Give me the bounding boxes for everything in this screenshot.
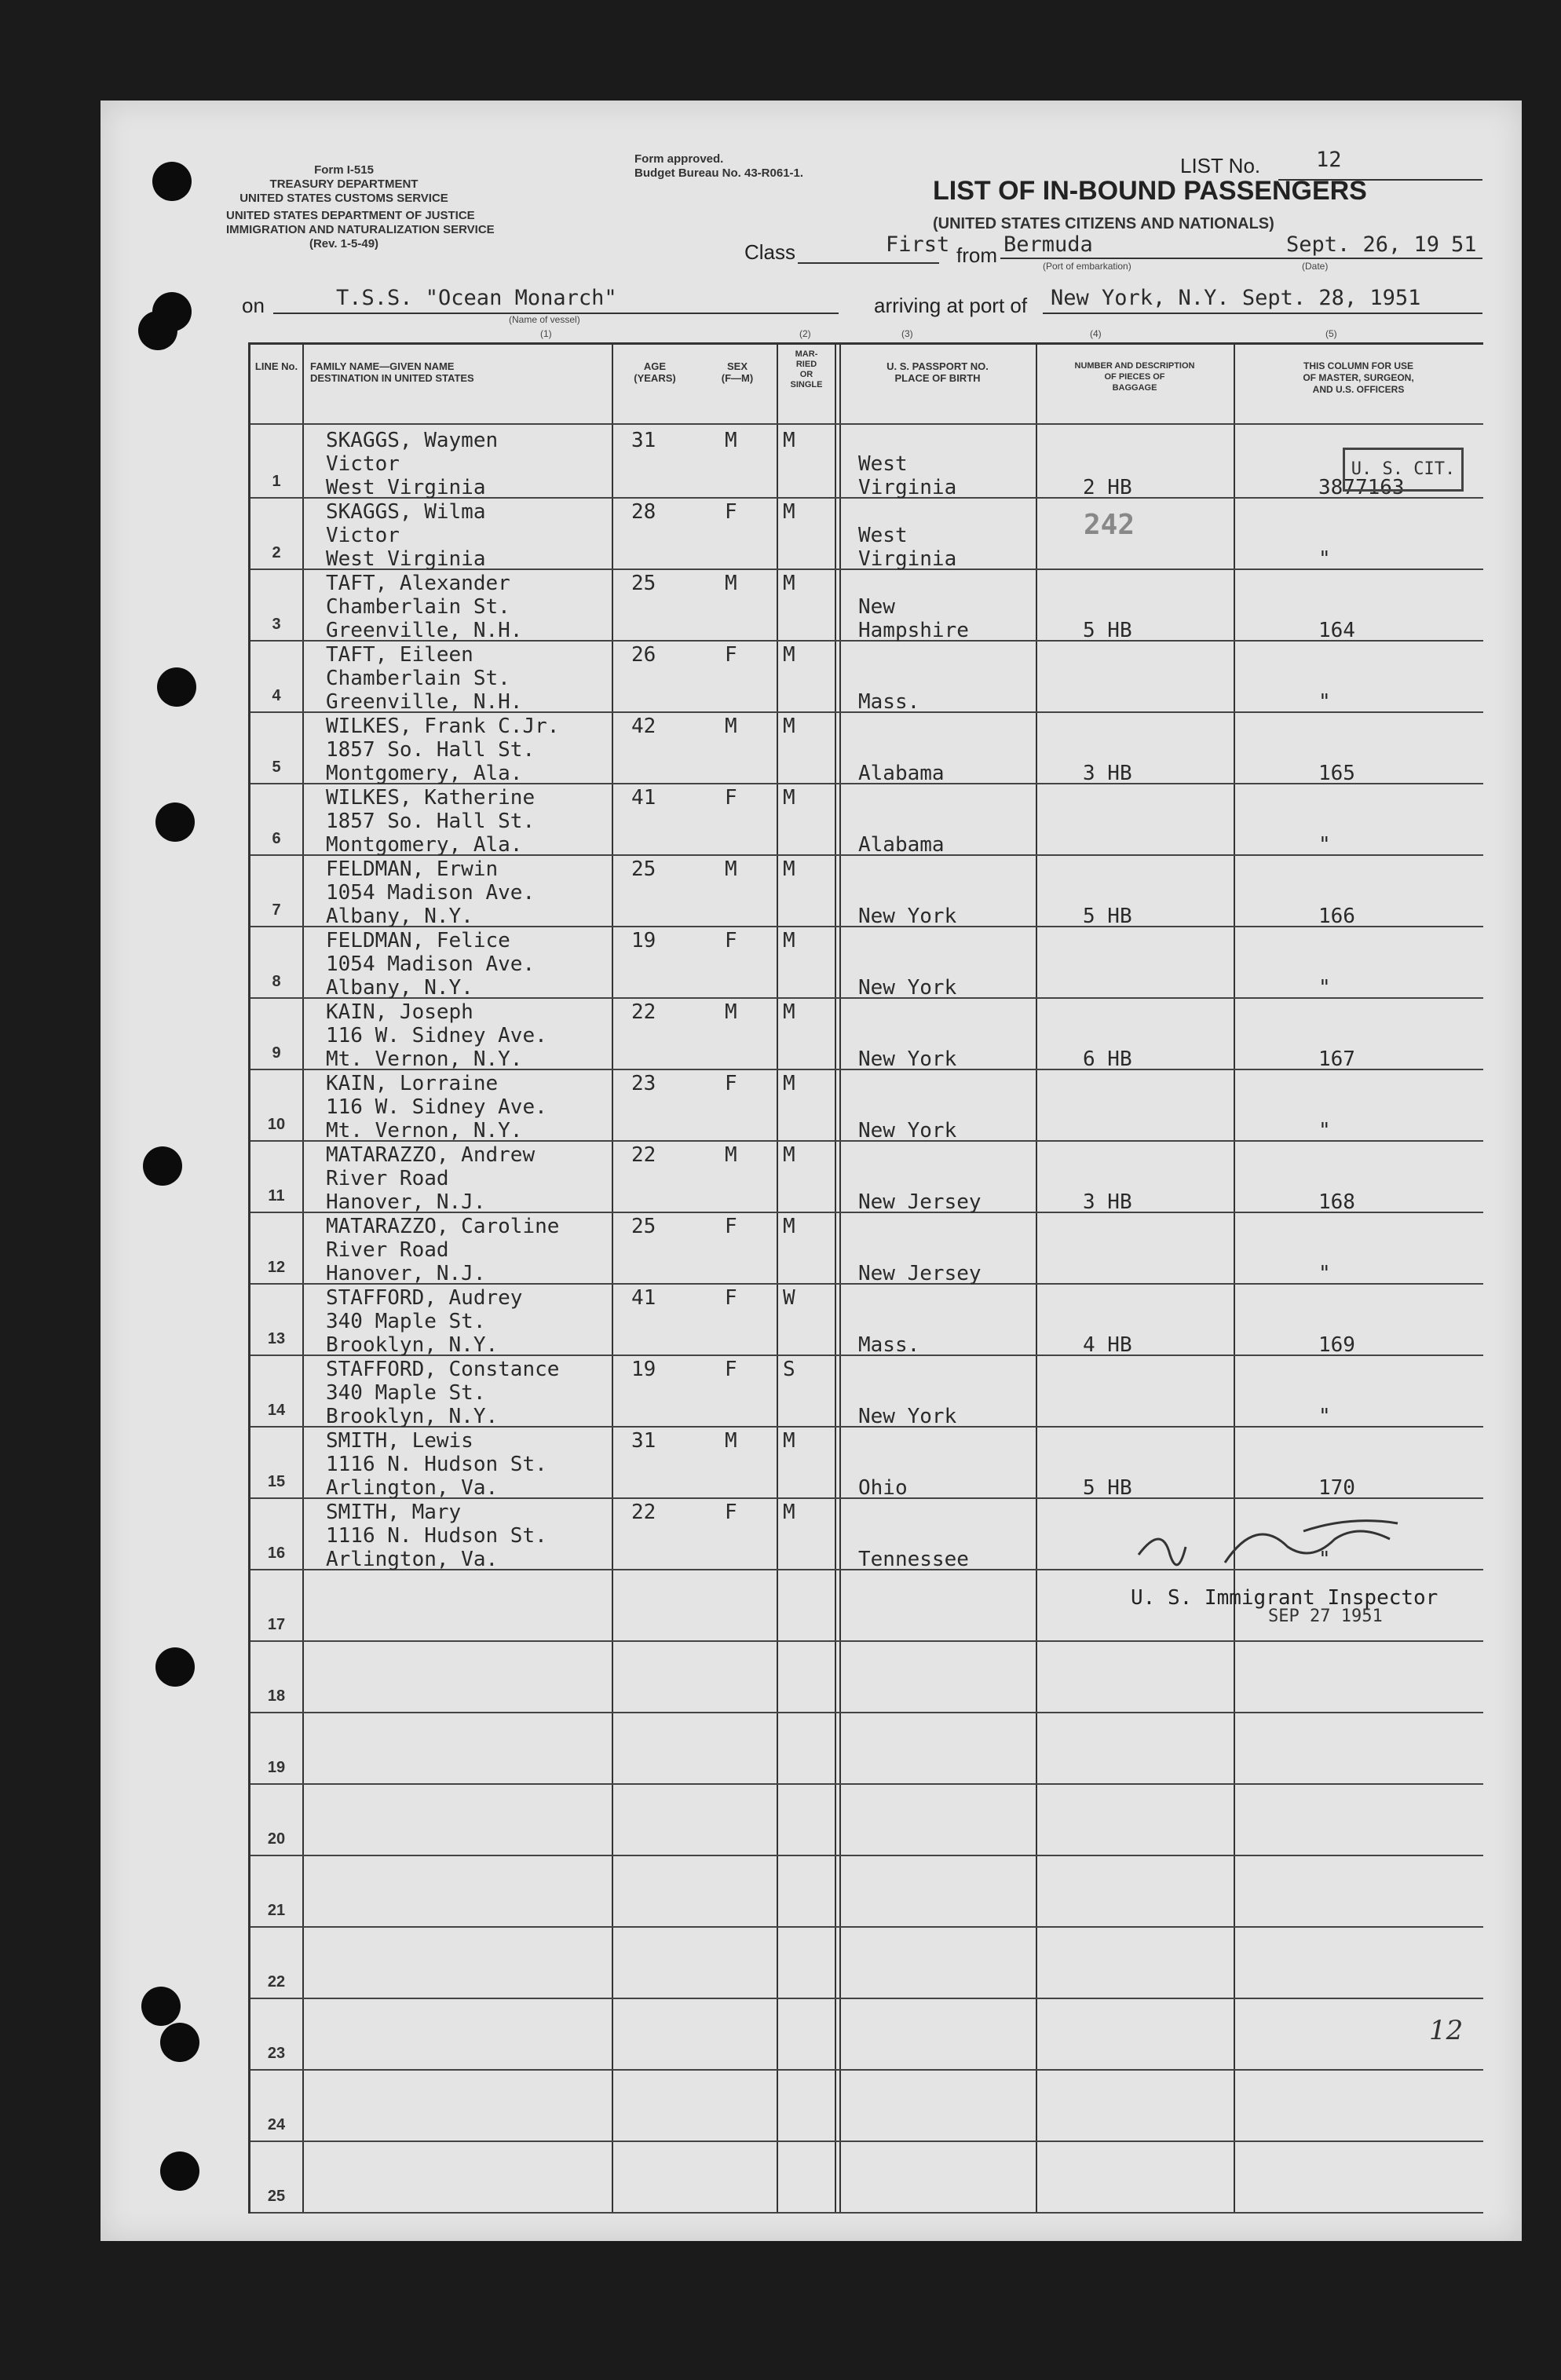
place-of-birth: New York bbox=[858, 1047, 957, 1071]
marital-status: M bbox=[783, 1215, 795, 1238]
marital-status: M bbox=[783, 929, 795, 952]
col-header-passport-text: U. S. PASSPORT NO. PLACE OF BIRTH bbox=[887, 360, 989, 384]
passenger-age: 25 bbox=[631, 1215, 656, 1238]
marital-status: M bbox=[783, 429, 795, 452]
marital-status: M bbox=[783, 572, 795, 595]
agency-ins: IMMIGRATION AND NATURALIZATION SERVICE bbox=[226, 223, 495, 236]
passenger-name: TAFT, Alexander Chamberlain St. Greenville, N.H. bbox=[326, 572, 523, 642]
row-line-number: 8 bbox=[272, 973, 281, 990]
punch-hole bbox=[160, 2152, 199, 2191]
passenger-sex: M bbox=[725, 572, 737, 595]
row-line-number: 20 bbox=[267, 1830, 286, 1848]
baggage: 5 HB bbox=[1083, 619, 1132, 642]
passenger-age: 26 bbox=[631, 643, 656, 667]
place-of-birth: New Hampshire bbox=[858, 595, 969, 642]
place-of-birth: West Virginia bbox=[858, 524, 957, 571]
arriving-port: New York, N.Y. Sept. 28, 1951 bbox=[1051, 286, 1421, 310]
passenger-name: SMITH, Lewis 1116 N. Hudson St. Arlington, Va. bbox=[326, 1429, 547, 1500]
passenger-age: 19 bbox=[631, 929, 656, 952]
officer-note: " bbox=[1318, 1405, 1331, 1428]
place-of-birth: New York bbox=[858, 1405, 957, 1428]
marital-status: M bbox=[783, 500, 795, 524]
passenger-name: MATARAZZO, Caroline River Road Hanover, N.J. bbox=[326, 1215, 560, 1285]
passenger-age: 22 bbox=[631, 1501, 656, 1524]
punch-hole bbox=[157, 667, 196, 707]
baggage: 3 HB bbox=[1083, 762, 1132, 785]
col-num-1: (1) bbox=[540, 328, 552, 339]
officer-note: 169 bbox=[1318, 1333, 1355, 1357]
passenger-sex: F bbox=[725, 1358, 737, 1381]
passenger-name: STAFFORD, Audrey 340 Maple St. Brooklyn, N.Y. bbox=[326, 1286, 523, 1357]
agency-block bbox=[226, 163, 495, 251]
page-title: LIST OF IN-BOUND PASSENGERS bbox=[933, 176, 1367, 206]
passenger-sex: F bbox=[725, 1286, 737, 1310]
row-divider bbox=[250, 2069, 1483, 2071]
date-year: 51 bbox=[1451, 232, 1477, 257]
passenger-name: WILKES, Katherine 1857 So. Hall St. Montgomery, Ala. bbox=[326, 786, 536, 857]
passenger-age: 41 bbox=[631, 1286, 656, 1310]
row-divider bbox=[250, 1855, 1483, 1856]
baggage: 3 HB bbox=[1083, 1190, 1132, 1214]
vessel-caption: (Name of vessel) bbox=[509, 314, 580, 325]
col-num-2: (2) bbox=[799, 328, 811, 339]
passenger-age: 25 bbox=[631, 572, 656, 595]
passenger-age: 19 bbox=[631, 1358, 656, 1381]
passenger-sex: M bbox=[725, 715, 737, 738]
passenger-age: 42 bbox=[631, 715, 656, 738]
place-of-birth: Ohio bbox=[858, 1476, 908, 1500]
col-num-3: (3) bbox=[901, 328, 913, 339]
passenger-sex: F bbox=[725, 786, 737, 810]
row-line-number: 17 bbox=[267, 1616, 286, 1633]
passenger-sex: M bbox=[725, 429, 737, 452]
passenger-sex: M bbox=[725, 1000, 737, 1024]
passenger-sex: F bbox=[725, 643, 737, 667]
officer-note: " bbox=[1318, 690, 1331, 714]
col-header-sex-text: SEX (F—M) bbox=[721, 360, 754, 384]
baggage: 5 HB bbox=[1083, 905, 1132, 928]
place-of-birth: Mass. bbox=[858, 690, 920, 714]
punch-hole bbox=[141, 1987, 181, 2026]
row-line-number: 24 bbox=[267, 2116, 286, 2133]
place-of-birth: West Virginia bbox=[858, 452, 957, 499]
place-of-birth: New York bbox=[858, 976, 957, 1000]
date-caption: (Date) bbox=[1302, 261, 1329, 272]
passenger-sex: M bbox=[725, 1143, 737, 1167]
baggage: 4 HB bbox=[1083, 1333, 1132, 1357]
officer-note: 167 bbox=[1318, 1047, 1355, 1071]
passenger-sex: F bbox=[725, 1215, 737, 1238]
form-number: Form I-515 bbox=[314, 163, 374, 177]
passenger-name: SMITH, Mary 1116 N. Hudson St. Arlington, Va. bbox=[326, 1501, 547, 1571]
agency-treasury: TREASURY DEPARTMENT bbox=[269, 177, 419, 191]
punch-hole bbox=[138, 311, 177, 350]
col-header-officers-text: THIS COLUMN FOR USE OF MASTER, SURGEON, AND U.S. OFFICERS bbox=[1303, 360, 1414, 395]
baggage: 6 HB bbox=[1083, 1047, 1132, 1071]
row-line-number: 6 bbox=[272, 830, 281, 847]
passenger-table bbox=[248, 342, 1483, 2214]
col-header-age bbox=[612, 360, 698, 384]
row-line-number: 5 bbox=[272, 759, 281, 776]
marital-status: M bbox=[783, 1072, 795, 1095]
row-line-number: 7 bbox=[272, 901, 281, 919]
passenger-name: WILKES, Frank C.Jr. 1857 So. Hall St. Montgomery, Ala. bbox=[326, 715, 560, 785]
baggage: 2 HB bbox=[1083, 476, 1132, 499]
row-divider bbox=[250, 2212, 1483, 2214]
vessel-name: T.S.S. "Ocean Monarch" bbox=[336, 286, 617, 310]
on-label: on bbox=[242, 294, 265, 317]
col-num-4: (4) bbox=[1090, 328, 1102, 339]
passenger-name: KAIN, Lorraine 116 W. Sidney Ave. Mt. Vernon, N.Y. bbox=[326, 1072, 547, 1142]
officer-note: 170 bbox=[1318, 1476, 1355, 1500]
punch-hole bbox=[152, 162, 192, 201]
inspector-date: SEP 27 1951 bbox=[1268, 1607, 1383, 1626]
punch-hole bbox=[160, 2023, 199, 2062]
passenger-sex: F bbox=[725, 1501, 737, 1524]
date-value: Sept. 26, 19 bbox=[1286, 232, 1440, 257]
row-line-number: 21 bbox=[267, 1902, 286, 1919]
page-subtitle: (UNITED STATES CITIZENS AND NATIONALS) bbox=[933, 215, 1274, 232]
row-line-number: 23 bbox=[267, 2045, 286, 2062]
passenger-age: 31 bbox=[631, 429, 656, 452]
marital-status: M bbox=[783, 1143, 795, 1167]
inspector-title: U. S. Immigrant Inspector bbox=[1131, 1586, 1439, 1610]
place-of-birth: New York bbox=[858, 905, 957, 928]
row-line-number: 9 bbox=[272, 1044, 281, 1062]
marital-status: M bbox=[783, 643, 795, 667]
row-line-number: 18 bbox=[267, 1687, 286, 1705]
row-line-number: 11 bbox=[268, 1187, 285, 1205]
row-line-number: 13 bbox=[267, 1330, 286, 1347]
officer-note: " bbox=[1318, 976, 1331, 1000]
class-value: First bbox=[886, 232, 950, 257]
baggage: 5 HB bbox=[1083, 1476, 1132, 1500]
budget-bureau: Budget Bureau No. 43-R061-1. bbox=[634, 166, 804, 180]
marital-status: M bbox=[783, 1000, 795, 1024]
passenger-sex: M bbox=[725, 857, 737, 881]
punch-hole bbox=[155, 1647, 195, 1687]
passenger-age: 23 bbox=[631, 1072, 656, 1095]
officer-note: 168 bbox=[1318, 1190, 1355, 1214]
row-line-number: 10 bbox=[267, 1116, 286, 1133]
col-header-baggage-text: NUMBER AND DESCRIPTION OF PIECES OF BAGGAGE bbox=[1074, 361, 1195, 393]
row-line-number: 4 bbox=[272, 687, 281, 704]
passenger-age: 31 bbox=[631, 1429, 656, 1453]
from-value: Bermuda bbox=[1003, 232, 1093, 257]
row-line-number: 16 bbox=[267, 1545, 286, 1562]
passenger-age: 22 bbox=[631, 1143, 656, 1167]
place-of-birth: Alabama bbox=[858, 762, 945, 785]
agency-justice: UNITED STATES DEPARTMENT OF JUSTICE bbox=[226, 209, 475, 222]
marital-status: M bbox=[783, 1501, 795, 1524]
col-header-name-text: FAMILY NAME—GIVEN NAME DESTINATION IN UNITED STATES bbox=[310, 360, 474, 384]
form-approved: Form approved. bbox=[634, 152, 724, 166]
row-divider bbox=[250, 2141, 1483, 2142]
corner-note: 12 bbox=[1429, 2015, 1464, 2046]
passenger-name: KAIN, Joseph 116 W. Sidney Ave. Mt. Vernon, N.Y. bbox=[326, 1000, 547, 1071]
marital-status: M bbox=[783, 786, 795, 810]
passenger-sex: F bbox=[725, 929, 737, 952]
officer-note: " bbox=[1318, 1548, 1331, 1571]
from-label: from bbox=[956, 243, 997, 267]
port-caption: (Port of embarkation) bbox=[1043, 261, 1131, 272]
row-line-number: 19 bbox=[267, 1759, 286, 1776]
row-line-number: 15 bbox=[267, 1473, 286, 1490]
passenger-sex: M bbox=[725, 1429, 737, 1453]
col-header-baggage bbox=[1036, 360, 1234, 393]
list-no-label: LIST No. bbox=[1180, 154, 1261, 177]
col-header-sex bbox=[698, 360, 777, 384]
officer-note: 165 bbox=[1318, 762, 1355, 785]
row-line-number: 1 bbox=[272, 473, 281, 490]
row-divider bbox=[250, 1926, 1483, 1928]
row-line-number: 14 bbox=[267, 1402, 286, 1419]
arriving-label: arriving at port of bbox=[874, 294, 1028, 317]
row-divider bbox=[250, 1783, 1483, 1785]
col-header-passport bbox=[839, 360, 1036, 384]
citizen-stamp: U. S. CIT. bbox=[1343, 448, 1464, 492]
officer-note: " bbox=[1318, 547, 1331, 571]
place-of-birth: Mass. bbox=[858, 1333, 920, 1357]
punch-hole bbox=[143, 1146, 182, 1186]
row-divider bbox=[250, 1998, 1483, 1999]
place-of-birth: New Jersey bbox=[858, 1190, 982, 1214]
place-of-birth: Alabama bbox=[858, 833, 945, 857]
col-header-married-text: MAR- RIED OR SINGLE bbox=[790, 349, 823, 389]
passenger-name: MATARAZZO, Andrew River Road Hanover, N.J. bbox=[326, 1143, 536, 1214]
col-header-name bbox=[310, 360, 569, 384]
marital-status: M bbox=[783, 857, 795, 881]
passenger-sex: F bbox=[725, 500, 737, 524]
passenger-age: 28 bbox=[631, 500, 656, 524]
class-label: Class bbox=[744, 240, 796, 264]
form-revision: (Rev. 1-5-49) bbox=[309, 237, 379, 250]
passenger-name: SKAGGS, Wilma Victor West Virginia bbox=[326, 500, 486, 571]
marital-status: M bbox=[783, 715, 795, 738]
place-of-birth: New Jersey bbox=[858, 1262, 982, 1285]
stamp-number: 242 bbox=[1084, 509, 1135, 541]
passenger-age: 41 bbox=[631, 786, 656, 810]
officer-note: 166 bbox=[1318, 905, 1355, 928]
row-line-number: 25 bbox=[267, 2188, 286, 2205]
marital-status: S bbox=[783, 1358, 795, 1381]
row-divider bbox=[250, 1712, 1483, 1713]
place-of-birth: New York bbox=[858, 1119, 957, 1142]
passenger-sex: F bbox=[725, 1072, 737, 1095]
marital-status: W bbox=[783, 1286, 795, 1310]
passenger-name: TAFT, Eileen Chamberlain St. Greenville, N.H. bbox=[326, 643, 523, 714]
passenger-name: STAFFORD, Constance 340 Maple St. Brooklyn, N.Y. bbox=[326, 1358, 560, 1428]
approval-block bbox=[634, 152, 803, 181]
officer-note: " bbox=[1318, 1262, 1331, 1285]
officer-note: 3877163 bbox=[1318, 476, 1405, 499]
place-of-birth: Tennessee bbox=[858, 1548, 969, 1571]
agency-customs: UNITED STATES CUSTOMS SERVICE bbox=[239, 192, 448, 205]
officer-note: 164 bbox=[1318, 619, 1355, 642]
passenger-name: FELDMAN, Erwin 1054 Madison Ave. Albany, N.Y. bbox=[326, 857, 536, 928]
col-header-married bbox=[777, 349, 836, 390]
row-line-number: 3 bbox=[272, 616, 281, 633]
list-no-value: 12 bbox=[1316, 148, 1342, 172]
passenger-name: SKAGGS, Waymen Victor West Virginia bbox=[326, 429, 499, 499]
row-line-number: 2 bbox=[272, 544, 281, 561]
marital-status: M bbox=[783, 1429, 795, 1453]
row-line-number: 22 bbox=[267, 1973, 286, 1991]
officer-note: " bbox=[1318, 833, 1331, 857]
punch-hole bbox=[155, 802, 195, 842]
row-line-number: 12 bbox=[267, 1259, 286, 1276]
col-num-5: (5) bbox=[1325, 328, 1337, 339]
officer-note: " bbox=[1318, 1119, 1331, 1142]
col-header-age-text: AGE (YEARS) bbox=[634, 360, 676, 384]
row-divider bbox=[250, 1640, 1483, 1642]
col-header-line: LINE No. bbox=[254, 360, 298, 372]
passenger-age: 22 bbox=[631, 1000, 656, 1024]
passenger-age: 25 bbox=[631, 857, 656, 881]
col-header-officers bbox=[1234, 360, 1483, 396]
passenger-name: FELDMAN, Felice 1054 Madison Ave. Albany, N.Y. bbox=[326, 929, 536, 1000]
